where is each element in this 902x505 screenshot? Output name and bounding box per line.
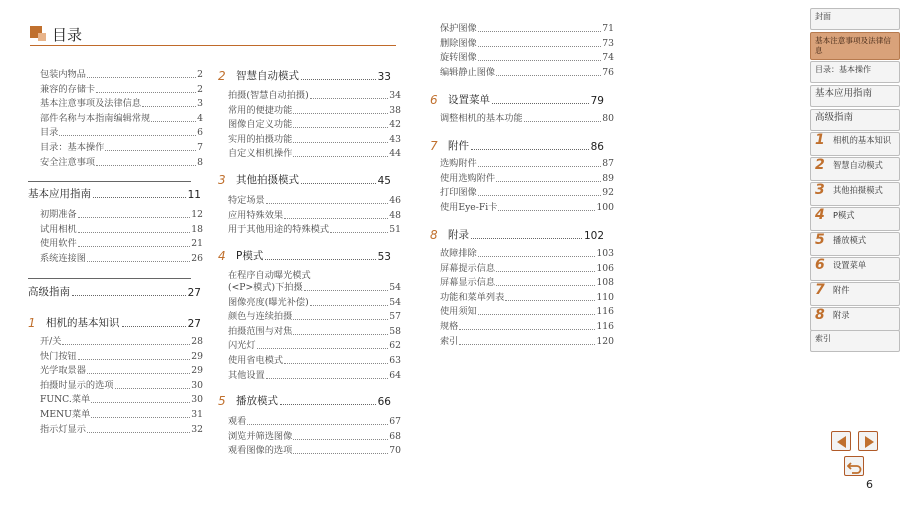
entry-page: 64 [389, 369, 401, 381]
entry-label: 拍摄时显示的选项 [40, 379, 114, 391]
dot-leader [478, 31, 602, 32]
entry-page: 63 [389, 355, 401, 366]
entry-label: 屏幕显示信息 [440, 277, 496, 289]
toc-entry[interactable] [40, 127, 203, 139]
entry-label: FUNC.菜单 [40, 394, 91, 406]
toc-entry[interactable] [228, 90, 401, 102]
chapter-8[interactable] [430, 227, 604, 242]
dot-leader [87, 432, 190, 433]
toc-entry[interactable] [40, 351, 203, 363]
back-button[interactable] [844, 456, 864, 476]
dot-leader [478, 166, 602, 167]
section-rule [28, 278, 191, 279]
chapter-title: 播放模式 [236, 395, 278, 407]
chapter-title: 智慧自动模式 [236, 70, 299, 82]
dot-leader [310, 98, 389, 99]
entry-page: 51 [389, 224, 401, 236]
chapter-5[interactable] [218, 393, 391, 408]
entry-label: 系统连接图 [40, 252, 86, 264]
entry-label: 兼容的存储卡 [40, 83, 96, 95]
toc-entry[interactable] [228, 340, 401, 352]
entry-page: 116 [596, 306, 614, 318]
tab-label: 附件 [833, 285, 850, 295]
toc-entry[interactable] [228, 431, 401, 443]
dot-leader [87, 373, 190, 374]
entry-page: 31 [191, 409, 203, 420]
chapter-number: 3 [218, 173, 226, 187]
dot-leader [293, 319, 388, 320]
chapter-title: 附录 [448, 229, 469, 241]
chapter-number: 4 [218, 249, 226, 263]
entry-label: 使用选购附件 [440, 172, 496, 184]
entry-page: 74 [602, 52, 614, 64]
entry-page: 46 [389, 195, 401, 206]
entry-label: 部件名称与本指南编辑常规 [40, 112, 151, 124]
entry-label: 图像自定义功能 [228, 119, 293, 131]
toc-entry[interactable] [228, 445, 401, 457]
dot-leader [498, 210, 595, 211]
entry-label: 基本注意事项及法律信息 [40, 98, 142, 110]
entry-page: 58 [389, 325, 401, 337]
dot-leader [257, 348, 389, 349]
toc-entry[interactable] [40, 409, 203, 421]
entry-page: 2 [197, 83, 203, 95]
entry-page: 70 [389, 445, 401, 457]
dot-leader [284, 363, 388, 364]
dot-leader [293, 334, 388, 335]
dot-leader [496, 75, 601, 76]
dot-leader [87, 261, 190, 262]
toc-entry[interactable] [228, 195, 401, 207]
entry-page: 120 [596, 335, 614, 347]
entry-page: 29 [191, 350, 203, 362]
toc-entry[interactable] [228, 282, 401, 294]
entry-page: 2 [197, 69, 203, 80]
toc-entry[interactable] [40, 69, 203, 81]
dot-leader [293, 156, 388, 157]
dot-leader [293, 439, 388, 440]
sidebar-chapter-3[interactable] [810, 182, 900, 206]
chapter-number: 6 [815, 257, 825, 273]
entry-label: 观看图像的选项 [228, 445, 293, 457]
entry-page: 76 [602, 66, 614, 78]
dot-leader [293, 127, 388, 128]
entry-page: 12 [191, 209, 203, 220]
dot-leader [142, 106, 196, 107]
toc-entry[interactable] [440, 38, 614, 50]
entry-page: 30 [191, 379, 203, 391]
chapter-number: 4 [815, 207, 825, 223]
entry-label: 初期准备 [40, 209, 77, 220]
entry-label: 屏幕提示信息 [440, 262, 496, 274]
dot-leader [304, 290, 389, 291]
arrow-right-icon [865, 436, 874, 448]
entry-page: 44 [389, 148, 401, 160]
entry-label: 目录：基本操作 [40, 142, 105, 153]
section-page: 27 [187, 287, 201, 299]
entry-page: 71 [602, 23, 614, 34]
page-title: 目录 [52, 26, 83, 44]
toc-entry[interactable] [228, 119, 401, 131]
toc-entry[interactable] [228, 326, 401, 338]
chapter-number: 5 [218, 394, 226, 408]
toc-entry[interactable] [440, 23, 614, 35]
toc-entry[interactable] [40, 84, 203, 96]
entry-page: 21 [191, 238, 203, 250]
toc-entry[interactable] [228, 105, 401, 117]
toc-entry[interactable] [228, 416, 401, 428]
dot-leader [96, 165, 196, 166]
toc-entry[interactable] [228, 134, 401, 146]
toc-entry[interactable] [228, 297, 401, 309]
toc-entry[interactable] [40, 142, 203, 154]
entry-label: 实用的拍摄功能 [228, 133, 293, 145]
sidebar-legal[interactable] [810, 32, 900, 60]
tab-label: 高级指南 [815, 112, 854, 123]
chapter-3[interactable] [218, 172, 391, 187]
entry-label: 编辑静止图像 [440, 66, 496, 78]
dot-leader [247, 424, 388, 425]
toc-entry[interactable] [40, 209, 203, 221]
toc-entry[interactable] [440, 173, 614, 185]
chapter-1[interactable] [28, 315, 201, 330]
entry-label: 浏览并筛选图像 [228, 430, 293, 442]
toc-entry[interactable] [440, 292, 614, 304]
chapter-number: 1 [815, 132, 825, 148]
tab-label: 智慧自动模式 [833, 160, 883, 170]
entry-label: 试用相机 [40, 223, 77, 235]
entry-label: (<P>模式)下拍摄 [228, 282, 303, 293]
dot-leader [266, 203, 389, 204]
toc-entry[interactable] [40, 238, 203, 250]
entry-page: 54 [389, 296, 401, 308]
dot-leader [496, 271, 595, 272]
sidebar-chapter-8[interactable] [810, 307, 900, 331]
entry-page: 62 [389, 340, 401, 352]
dot-leader [330, 232, 388, 233]
entry-page: 6 [197, 127, 203, 139]
sidebar-basic-guide[interactable] [810, 85, 900, 107]
toc-entry[interactable] [40, 98, 203, 110]
dot-leader [266, 378, 389, 379]
sidebar-toc-basic[interactable] [810, 61, 900, 83]
tab-label: 基本应用指南 [815, 88, 873, 99]
section-basic-guide[interactable] [28, 186, 201, 201]
entry-label: 删除图像 [440, 37, 477, 49]
entry-label: 闪光灯 [228, 340, 256, 352]
title-rule [30, 45, 396, 46]
entry-page: 67 [389, 416, 401, 427]
chapter-title: 其他拍摄模式 [236, 174, 299, 186]
dot-leader [78, 232, 191, 233]
tab-label: 设置菜单 [833, 260, 867, 270]
chapter-6[interactable] [430, 92, 604, 107]
sidebar-chapter-6[interactable] [810, 257, 900, 281]
entry-page: 34 [389, 90, 401, 101]
entry-page: 4 [197, 112, 203, 124]
entry-page: 87 [602, 158, 614, 169]
dot-leader [62, 344, 190, 345]
chapter-number: 7 [815, 282, 825, 298]
toc-entry[interactable] [40, 157, 203, 169]
entry-page: 29 [191, 365, 203, 377]
chapter-title: 设置菜单 [448, 94, 490, 106]
toc-entry[interactable] [228, 311, 401, 323]
entry-page: 43 [389, 133, 401, 145]
dot-leader [293, 453, 388, 454]
tab-label: 附录 [833, 310, 850, 320]
chapter-number: 2 [218, 69, 226, 83]
section-rule [28, 181, 191, 182]
entry-page: 116 [596, 321, 614, 332]
dot-leader [293, 113, 388, 114]
chapter-number: 6 [430, 93, 438, 107]
chapter-2[interactable] [218, 68, 391, 83]
arrow-left-icon [837, 436, 846, 448]
dot-leader [293, 142, 388, 143]
dot-leader [478, 256, 596, 257]
sidebar-chapter-1[interactable] [810, 132, 900, 156]
sidebar-cover[interactable] [810, 8, 900, 30]
dot-leader [478, 314, 596, 315]
toc-entry[interactable] [440, 263, 614, 275]
toc-entry[interactable] [440, 336, 614, 348]
entry-label: MENU菜单 [40, 409, 91, 420]
toc-entry[interactable] [440, 158, 614, 170]
tab-label: 其他拍摄模式 [833, 185, 883, 195]
entry-label: 其他设置 [228, 369, 265, 381]
entry-label: 在程序自动曝光模式 [228, 270, 311, 281]
prev-page-button[interactable] [831, 431, 851, 451]
next-page-button[interactable] [858, 431, 878, 451]
entry-label: 使用Eye-Fi卡 [440, 201, 498, 213]
chapter-number: 8 [815, 307, 825, 323]
tab-label: 播放模式 [833, 235, 867, 245]
chapter-page: 102 [583, 230, 604, 242]
entry-label: 指示灯显示 [40, 423, 86, 435]
entry-label: 开/关 [40, 336, 62, 347]
tab-label: 索引 [815, 334, 831, 343]
entry-label: 光学取景器 [40, 365, 86, 377]
entry-label: 快门按钮 [40, 350, 77, 362]
entry-label: 使用软件 [40, 238, 77, 250]
section-title: 基本应用指南 [28, 188, 91, 200]
chapter-number: 2 [815, 157, 825, 173]
entry-page: 7 [197, 142, 203, 153]
entry-page: 110 [596, 291, 614, 303]
entry-page: 8 [197, 156, 203, 168]
sidebar-chapter-2[interactable] [810, 157, 900, 181]
dot-leader [310, 305, 389, 306]
toc-header [30, 26, 396, 46]
dot-leader [59, 135, 196, 136]
toc-entry[interactable] [440, 306, 614, 318]
toc-entry[interactable] [40, 336, 203, 348]
dot-leader [91, 417, 190, 418]
toc-entry[interactable] [40, 224, 203, 236]
sidebar-chapter-4[interactable] [810, 207, 900, 231]
chapter-title: 附件 [448, 140, 469, 152]
chapter-page: 27 [187, 318, 201, 330]
chapter-page: 79 [590, 95, 604, 107]
entry-label: 功能和菜单列表 [440, 291, 505, 303]
chapter-7[interactable] [430, 138, 604, 153]
entry-label: 用于其他用途的特殊模式 [228, 224, 330, 236]
dot-leader [496, 181, 601, 182]
entry-label: 自定义相机操作 [228, 148, 293, 160]
entry-page: 30 [191, 394, 203, 406]
entry-page: 48 [389, 209, 401, 221]
entry-page: 18 [191, 223, 203, 235]
entry-page: 32 [191, 423, 203, 435]
section-advanced-guide[interactable] [28, 284, 201, 299]
entry-page: 73 [602, 37, 614, 49]
dot-leader [524, 121, 602, 122]
entry-page: 3 [197, 98, 203, 110]
entry-page: 54 [389, 282, 401, 293]
entry-page: 42 [389, 119, 401, 131]
entry-label: 常用的便捷功能 [228, 104, 293, 116]
dot-leader [478, 60, 602, 61]
toc-entry[interactable] [40, 380, 203, 392]
chapter-title: 相机的基本知识 [46, 317, 120, 329]
entry-label: 打印图像 [440, 187, 477, 199]
entry-page: 89 [602, 172, 614, 184]
sidebar-chapter-5[interactable] [810, 232, 900, 256]
dot-leader [78, 246, 191, 247]
dot-leader [284, 218, 388, 219]
tab-label: 封面 [815, 12, 831, 21]
entry-label: 观看 [228, 416, 247, 427]
page-number: 6 [866, 478, 873, 491]
entry-page: 38 [389, 104, 401, 116]
toc-entry[interactable] [440, 321, 614, 333]
title-square-small-icon [38, 33, 46, 41]
toc-entry[interactable] [40, 394, 203, 406]
chapter-number: 3 [815, 182, 825, 198]
toc-entry[interactable] [440, 113, 614, 125]
chapter-page: 53 [377, 251, 391, 263]
entry-label: 故障排除 [440, 248, 477, 259]
entry-page: 68 [389, 430, 401, 442]
entry-label: 使用省电模式 [228, 355, 284, 366]
entry-label: 索引 [440, 335, 459, 347]
entry-page: 106 [596, 262, 614, 274]
chapter-page: 66 [377, 396, 391, 408]
toc-entry[interactable] [440, 277, 614, 289]
tab-label: 目录：基本操作 [815, 65, 871, 74]
sidebar-chapter-7[interactable] [810, 282, 900, 306]
toc-entry[interactable] [228, 224, 401, 236]
sidebar-index[interactable] [810, 330, 900, 352]
dot-leader [459, 329, 595, 330]
entry-page: 26 [191, 252, 203, 264]
dot-leader [115, 388, 191, 389]
return-arrow-icon [847, 459, 863, 475]
chapter-number: 1 [28, 316, 36, 330]
entry-page: 28 [191, 336, 203, 347]
toc-entry[interactable] [440, 202, 614, 214]
toc-entry[interactable] [228, 355, 401, 367]
dot-leader [96, 92, 196, 93]
entry-page: 57 [389, 311, 401, 323]
entry-page: 80 [602, 113, 614, 124]
chapter-number: 7 [430, 139, 438, 153]
entry-page: 92 [602, 187, 614, 199]
dot-leader [105, 150, 196, 151]
toc-entry[interactable] [228, 370, 401, 382]
chapter-title: P模式 [236, 250, 264, 262]
toc-entry[interactable] [440, 187, 614, 199]
chapter-page: 33 [377, 71, 391, 83]
chapter-4[interactable] [218, 248, 391, 263]
entry-label: 特定场景 [228, 195, 265, 206]
toc-entry[interactable] [440, 248, 614, 260]
entry-label: 使用须知 [440, 306, 477, 318]
dot-leader [505, 300, 595, 301]
dot-leader [459, 344, 595, 345]
dot-leader [78, 359, 191, 360]
chapter-page: 45 [377, 175, 391, 187]
entry-page: 103 [596, 248, 614, 259]
toc-entry[interactable] [40, 424, 203, 436]
section-page: 11 [187, 189, 201, 201]
toc-entry[interactable] [228, 210, 401, 222]
toc-entry[interactable] [40, 253, 203, 265]
tab-label: 相机的基本知识 [833, 135, 892, 145]
entry-label: 包装内物品 [40, 69, 86, 80]
dot-leader [478, 46, 602, 47]
toc-entry[interactable] [40, 113, 203, 125]
entry-label: 图像亮度(曝光补偿) [228, 296, 309, 308]
entry-label: 拍摄(智慧自动拍摄) [228, 90, 309, 101]
chapter-page: 86 [590, 141, 604, 153]
toc-entry[interactable] [440, 52, 614, 64]
entry-label: 旋转图像 [440, 52, 477, 64]
toc-entry[interactable] [40, 365, 203, 377]
entry-label: 保护图像 [440, 23, 477, 34]
entry-page: 108 [596, 277, 614, 289]
toc-entry[interactable] [228, 148, 401, 160]
entry-label: 目录 [40, 127, 59, 139]
dot-leader [496, 285, 595, 286]
chapter-number: 8 [430, 228, 438, 242]
toc-entry[interactable] [440, 67, 614, 79]
entry-label: 颜色与连续拍摄 [228, 311, 293, 323]
dot-leader [78, 217, 191, 218]
dot-leader [91, 402, 190, 403]
entry-label: 应用特殊效果 [228, 209, 284, 221]
toc-entry-line [228, 270, 311, 282]
dot-leader [478, 195, 602, 196]
entry-label: 拍摄范围与对焦 [228, 325, 293, 337]
tab-label: P模式 [833, 210, 855, 220]
chapter-number: 5 [815, 232, 825, 248]
entry-label: 规格 [440, 321, 459, 332]
dot-leader [151, 121, 196, 122]
entry-label: 调整相机的基本功能 [440, 113, 523, 124]
tab-label: 基本注意事项及法律信息 [815, 36, 891, 55]
dot-leader [87, 77, 196, 78]
sidebar-advanced-guide[interactable] [810, 109, 900, 131]
entry-label: 安全注意事项 [40, 156, 96, 168]
section-title: 高级指南 [28, 286, 70, 298]
entry-label: 选购附件 [440, 158, 477, 169]
entry-page: 100 [596, 201, 614, 213]
